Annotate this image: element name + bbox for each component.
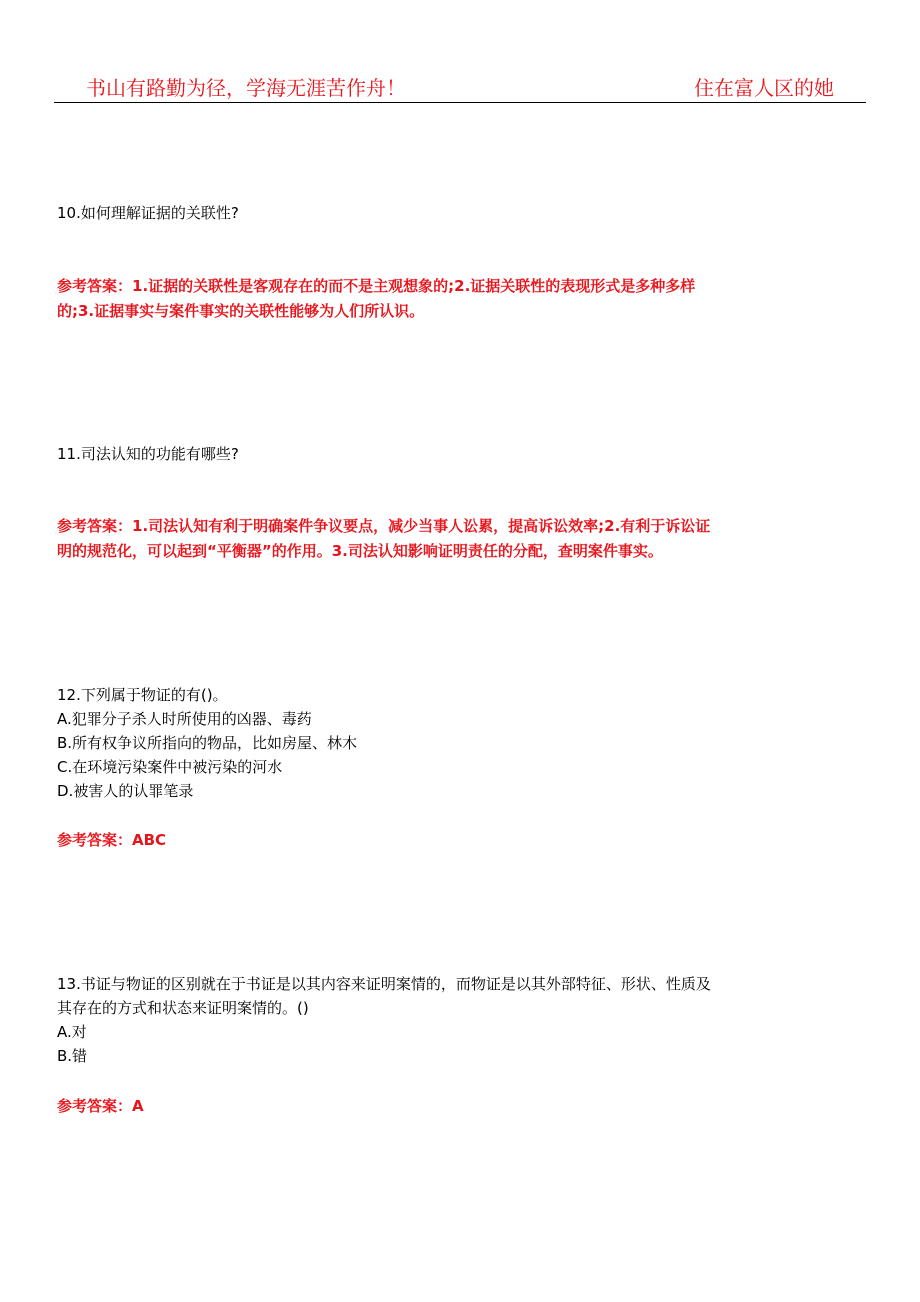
option-c: C.在环境污染案件中被污染的河水	[57, 758, 283, 776]
header-author: 住在富人区的她	[694, 76, 834, 100]
question-10	[57, 201, 867, 225]
question-stem: 其存在的方式和状态来证明案情的。()	[57, 999, 309, 1017]
answer-line: 参考答案：ABC	[57, 831, 167, 849]
option-b: B.所有权争议所指向的物品，比如房屋、林木	[57, 734, 358, 752]
question-stem: 12.下列属于物证的有()。	[57, 686, 228, 704]
question-11	[57, 442, 867, 466]
answer-line: 参考答案：1.证据的关联性是客观存在的而不是主观想象的;2.证据关联性的表现形式是多种多样	[57, 277, 696, 295]
header-divider	[54, 102, 866, 103]
answer-line: 参考答案：A	[57, 1097, 144, 1115]
option-b: B.错	[57, 1047, 88, 1065]
answer-12	[57, 828, 867, 853]
question-13	[57, 972, 867, 1068]
answer-11	[57, 514, 867, 564]
question-stem: 10.如何理解证据的关联性?	[57, 204, 239, 222]
question-stem: 13.书证与物证的区别就在于书证是以其内容来证明案情的，而物证是以其外部特征、形状、性质及	[57, 975, 711, 993]
question-12	[57, 683, 867, 803]
answer-10	[57, 274, 867, 324]
option-d: D.被害人的认罪笔录	[57, 782, 194, 800]
question-stem: 11.司法认知的功能有哪些?	[57, 445, 239, 463]
option-a: A.犯罪分子杀人时所使用的凶器、毒药	[57, 710, 312, 728]
option-a: A.对	[57, 1023, 87, 1041]
answer-line: 参考答案：1.司法认知有利于明确案件争议要点，减少当事人讼累，提高诉讼效率;2.有利于诉讼证	[57, 517, 711, 535]
header-motto: 书山有路勤为径，学海无涯苦作舟！	[86, 76, 406, 100]
answer-line: 明的规范化，可以起到“平衡器”的作用。3.司法认知影响证明责任的分配，查明案件事实。	[57, 542, 663, 560]
answer-13	[57, 1094, 867, 1119]
answer-line: 的;3.证据事实与案件事实的关联性能够为人们所认识。	[57, 302, 425, 320]
